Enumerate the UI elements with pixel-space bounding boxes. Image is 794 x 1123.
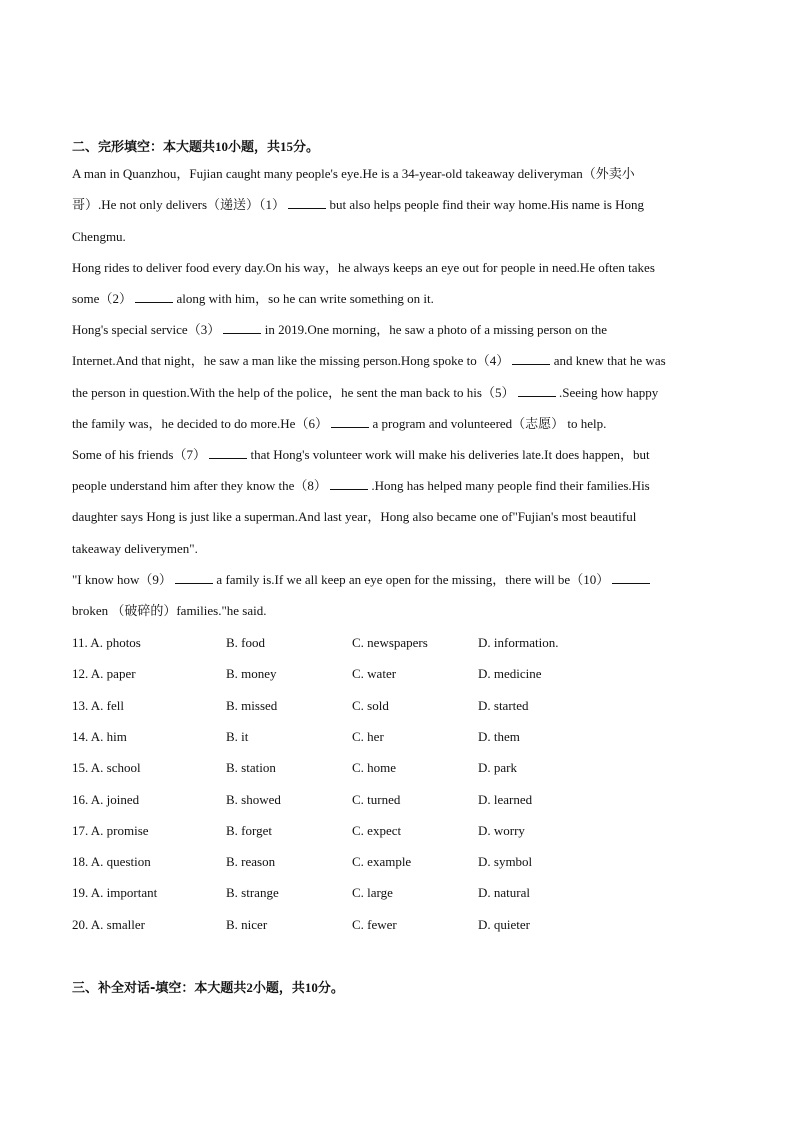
option-d[interactable]: D. park (478, 760, 517, 775)
question-row (72, 698, 732, 716)
question-row (72, 635, 732, 653)
passage-line (72, 603, 267, 619)
passage-line (72, 291, 434, 307)
passage-text: broken （破碎的）families."he said. (72, 603, 267, 618)
passage-line (72, 541, 198, 557)
section-3-title: 三、补全对话-填空：本大题共2小题，共10分。 (72, 980, 344, 996)
option-a[interactable]: 11. A. photos (72, 635, 141, 650)
question-row (72, 792, 732, 810)
option-c[interactable]: C. home (352, 760, 397, 775)
passage-line (72, 447, 650, 463)
option-b[interactable]: B. showed (226, 792, 281, 807)
question-row (72, 917, 732, 935)
answer-blank[interactable] (612, 572, 650, 584)
passage-text: .Seeing how happy (555, 385, 659, 400)
option-d[interactable]: D. information. (478, 635, 559, 650)
option-c[interactable]: C. example (352, 854, 412, 869)
option-d[interactable]: D. them (478, 729, 520, 744)
option-c[interactable]: C. water (352, 666, 397, 681)
option-d[interactable]: D. natural (478, 885, 530, 900)
answer-blank[interactable] (223, 322, 261, 334)
option-b[interactable]: B. food (226, 635, 265, 650)
passage-text: along with him，so he can write something on it. (173, 291, 434, 306)
passage-text: a family is.If we all keep an eye open for the missing，there will be（10） (213, 572, 610, 587)
option-a[interactable]: 19. A. important (72, 885, 158, 900)
option-a[interactable]: 16. A. joined (72, 792, 140, 807)
passage-line (72, 353, 666, 369)
passage-line (72, 166, 635, 182)
option-d[interactable]: D. medicine (478, 666, 542, 681)
answer-blank[interactable] (175, 572, 213, 584)
passage-line (72, 229, 126, 245)
passage-text: the person in question.With the help of the police，he sent the man back to his（5） (72, 385, 515, 400)
option-c[interactable]: C. newspapers (352, 635, 428, 650)
passage-text: Internet.And that night，he saw a man like the missing person.Hong spoke to（4） (72, 353, 510, 368)
option-b[interactable]: B. reason (226, 854, 276, 869)
option-b[interactable]: B. forget (226, 823, 272, 838)
answer-blank[interactable] (288, 197, 326, 209)
question-row (72, 854, 732, 872)
passage-line (72, 322, 607, 338)
passage-line (72, 509, 636, 525)
question-row (72, 885, 732, 903)
option-a[interactable]: 13. A. fell (72, 698, 124, 713)
passage-text: 哥）.He not only delivers（递送）（1） (72, 197, 286, 212)
option-a[interactable]: 18. A. question (72, 854, 151, 869)
passage-text: takeaway deliverymen". (72, 541, 198, 556)
question-row (72, 729, 732, 747)
option-c[interactable]: C. fewer (352, 917, 397, 932)
option-d[interactable]: D. quieter (478, 917, 530, 932)
option-d[interactable]: D. symbol (478, 854, 533, 869)
option-c[interactable]: C. her (352, 729, 384, 744)
passage-line (72, 385, 658, 401)
option-d[interactable]: D. started (478, 698, 529, 713)
option-d[interactable]: D. learned (478, 792, 533, 807)
option-c[interactable]: C. turned (352, 792, 401, 807)
passage-text: a program and volunteered（志愿） to help. (369, 416, 607, 431)
option-a[interactable]: 12. A. paper (72, 666, 136, 681)
question-row (72, 666, 732, 684)
passage-text: "I know how（9） (72, 572, 172, 587)
passage-text: Chengmu. (72, 229, 126, 244)
option-a[interactable]: 14. A. him (72, 729, 127, 744)
passage-text: the family was，he decided to do more.He（6） (72, 416, 328, 431)
passage-text: people understand him after they know the（8） (72, 478, 327, 493)
passage-text: Some of his friends（7） (72, 447, 206, 462)
answer-blank[interactable] (512, 353, 550, 365)
option-d[interactable]: D. worry (478, 823, 525, 838)
option-b[interactable]: B. money (226, 666, 277, 681)
option-b[interactable]: B. strange (226, 885, 279, 900)
option-a[interactable]: 20. A. smaller (72, 917, 145, 932)
passage-text: A man in Quanzhou，Fujian caught many people's eye.He is a 34-year-old takeaway deliveryman（外卖小 (72, 166, 635, 181)
option-a[interactable]: 15. A. school (72, 760, 141, 775)
question-row (72, 823, 732, 841)
answer-blank[interactable] (331, 416, 369, 428)
passage-line (72, 478, 650, 494)
option-a[interactable]: 17. A. promise (72, 823, 149, 838)
option-b[interactable]: B. it (226, 729, 249, 744)
section-2-title: 二、完形填空：本大题共10小题，共15分。 (72, 139, 320, 155)
passage-text: Hong's special service（3） (72, 322, 221, 337)
option-c[interactable]: C. expect (352, 823, 402, 838)
passage-text: some（2） (72, 291, 132, 306)
passage-line (72, 260, 655, 276)
passage-line (72, 416, 606, 432)
passage-text: and knew that he was (550, 353, 666, 368)
answer-blank[interactable] (330, 478, 368, 490)
passage-text: daughter says Hong is just like a superman.And last year，Hong also became one of"Fujian's most beautiful (72, 509, 637, 524)
passage-text: but also helps people find their way home.His name is Hong (326, 197, 645, 212)
passage-text: that Hong's volunteer work will make his deliveries late.It does happen，but (247, 447, 650, 462)
option-b[interactable]: B. station (226, 760, 276, 775)
option-b[interactable]: B. missed (226, 698, 278, 713)
passage-line (72, 572, 650, 588)
option-c[interactable]: C. sold (352, 698, 389, 713)
passage-text: Hong rides to deliver food every day.On his way，he always keeps an eye out for people in need.He often takes (72, 260, 655, 275)
question-row (72, 760, 732, 778)
answer-blank[interactable] (209, 447, 247, 459)
passage-text: .Hong has helped many people find their families.His (368, 478, 650, 493)
option-b[interactable]: B. nicer (226, 917, 268, 932)
option-c[interactable]: C. large (352, 885, 393, 900)
answer-blank[interactable] (135, 291, 173, 303)
passage-text: in 2019.One morning，he saw a photo of a missing person on the (261, 322, 607, 337)
answer-blank[interactable] (518, 385, 556, 397)
passage-line (72, 197, 644, 213)
